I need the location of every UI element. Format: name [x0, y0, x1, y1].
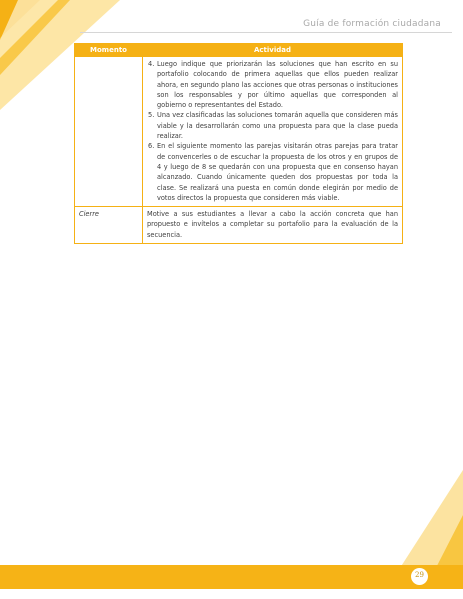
step-text: En el siguiente momento las parejas visitarán otras parejas para tratar de convencerles o de escuchar la propuesta de los otros y en grupos de 4 y luego de 8 se quedarán con una propuesta que en consenso hayan alcanzado. Cuando únicamente queden dos propuestas por toda la clase. Se realizará una puesta en común donde elegirán por medio de votos directos la propuesta que consideren más viable.	[157, 142, 398, 202]
activity-steps-list	[147, 59, 398, 203]
header-divider	[80, 32, 452, 33]
step-number: 4.	[148, 60, 155, 68]
footer-bar	[0, 565, 463, 589]
table-header-row	[75, 44, 403, 57]
table-row	[75, 207, 403, 244]
moment-cell: Cierre	[75, 207, 143, 244]
step-text: Una vez clasificadas las soluciones tomarán aquella que consideren más viable y la desarrollarán como una propuesta para que la clase pueda realizar.	[157, 111, 398, 141]
step-number: 5.	[148, 111, 155, 120]
moment-cell	[75, 57, 143, 207]
table-row	[75, 57, 403, 207]
activity-cell: Motive a sus estudiantes a llevar a cabo la acción concreta que han propuesto e invítelos a completar su portafolio para la evaluación de la secuencia.	[143, 207, 403, 244]
column-header-activity: Actividad	[143, 44, 403, 57]
activity-table	[74, 43, 403, 244]
page-number: 29	[415, 571, 424, 579]
step-number: 6.	[148, 142, 155, 151]
footer-strip	[0, 589, 463, 599]
step-text: Luego indique que priorizarán las soluciones que han escrito en su portafolio colocando de primera aquellas que ellos pueden realizar ahora, en segundo plano las acciones que otras personas o instituciones son los responsables y por último aquellas que corresponden al gobierno o representantes del Estado.	[157, 60, 398, 110]
list-item	[148, 141, 398, 203]
list-item	[148, 59, 398, 110]
document-title: Guía de formación ciudadana	[303, 19, 441, 29]
activity-cell	[143, 57, 403, 207]
column-header-moment: Momento	[75, 44, 143, 57]
list-item	[148, 110, 398, 141]
